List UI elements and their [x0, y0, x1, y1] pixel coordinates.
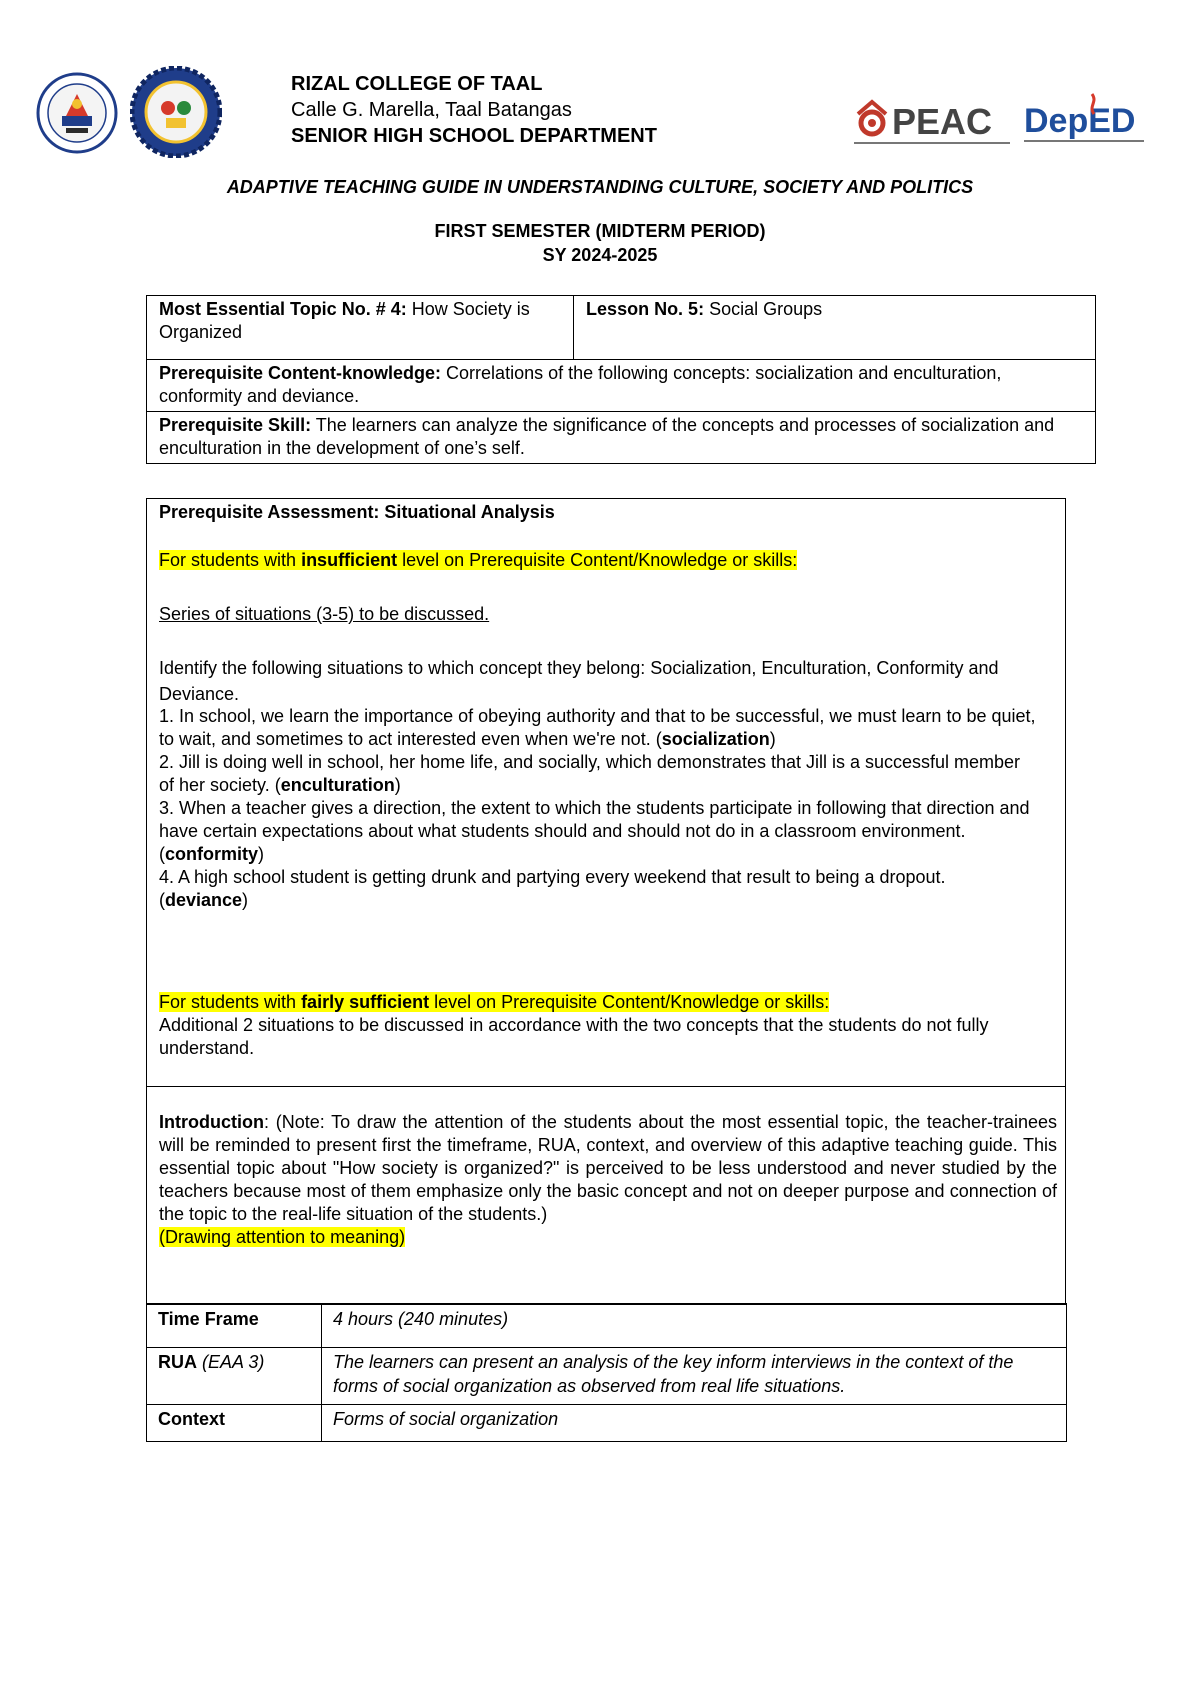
- school-address: Calle G. Marella, Taal Batangas: [291, 99, 572, 121]
- school-name: RIZAL COLLEGE OF TAAL: [291, 73, 543, 95]
- introduction-box: [146, 1085, 1066, 1303]
- prerequisite-content-label: Prerequisite Content-knowledge:: [159, 363, 442, 383]
- lesson-label: Lesson No. 5:: [586, 299, 705, 319]
- lesson-cell: [574, 296, 1096, 360]
- series-text: Series of situations (3-5) to be discussed.: [159, 604, 490, 624]
- school-department: SENIOR HIGH SCHOOL DEPARTMENT: [291, 125, 657, 147]
- additional-text: Additional 2 situations to be discussed in accordance with the two concepts that the students do not fully understand.: [159, 1015, 989, 1058]
- time-frame-label: Time Frame: [147, 1304, 322, 1348]
- college-seal-logo: [36, 72, 118, 154]
- prerequisite-skill-cell: [147, 412, 1096, 464]
- situation-list: [159, 705, 1039, 912]
- senior-high-school-seal-logo: [130, 66, 222, 158]
- topic-value: How Society is Organized: [159, 299, 530, 342]
- prerequisite-content-value: Correlations of the following concepts: socialization and enculturation, conformity and deviance.: [159, 363, 1002, 406]
- assessment-box: [146, 498, 1066, 1087]
- school-year-heading: SY 2024-2025: [542, 245, 658, 265]
- rua-row: [147, 1348, 1067, 1405]
- lesson-value: Social Groups: [704, 299, 823, 319]
- situation-item-1: 1. In school, we learn the importance of obeying authority and that to be successful, we must learn to be quiet, to wait, and sometimes to act interested even when we're not. (socialization): [159, 706, 1036, 749]
- prerequisite-skill-label: Prerequisite Skill:: [159, 415, 312, 435]
- situation-item-4: 4. A high school student is getting drunk and partying every weekend that result to being a dropout. (deviance): [159, 867, 946, 910]
- identify-text: Identify the following situations to which concept they belong: Socialization, Enculturation, Conformity and Deviance.: [159, 658, 999, 704]
- time-frame-value: 4 hours (240 minutes): [322, 1304, 1067, 1348]
- context-row: [147, 1405, 1067, 1442]
- deped-logo: [1022, 92, 1150, 152]
- situation-item-3: 3. When a teacher gives a direction, the extent to which the students participate in following that direction and have certain expectations about what students should and should not do in a classroom environment. (conformity): [159, 798, 1030, 864]
- context-value: Forms of social organization: [322, 1405, 1067, 1442]
- svg-text:DepED: DepED: [1024, 102, 1136, 140]
- context-label: Context: [147, 1405, 322, 1442]
- rua-value: The learners can present an analysis of the key inform interviews in the context of the forms of social organization as observed from real life situations.: [322, 1348, 1067, 1405]
- assessment-heading: Prerequisite Assessment: Situational Analysis: [159, 502, 555, 522]
- drawing-attention-text: (Drawing attention to meaning): [159, 1227, 406, 1247]
- school-header: [291, 71, 831, 149]
- insufficient-heading: For students with insufficient level on Prerequisite Content/Knowledge or skills:: [159, 550, 798, 570]
- prerequisite-content-cell: [147, 360, 1096, 412]
- rua-label: RUA (EAA 3): [147, 1348, 322, 1405]
- topic-table: [146, 295, 1096, 464]
- situation-item-2: 2. Jill is doing well in school, her home life, and socially, which demonstrates that Jill is a successful member of her society. (enculturation): [159, 752, 1021, 795]
- topic-cell: [147, 296, 574, 360]
- fairly-sufficient-heading: For students with fairly sufficient level on Prerequisite Content/Knowledge or skills:: [159, 992, 830, 1012]
- svg-text:PEAC: PEAC: [892, 101, 993, 142]
- topic-label: Most Essential Topic No. # 4:: [159, 299, 407, 319]
- semester-heading: FIRST SEMESTER (MIDTERM PERIOD): [434, 221, 766, 241]
- prerequisite-skill-value: The learners can analyze the significance of the concepts and processes of socialization and enculturation in the development of one’s self.: [159, 415, 1055, 458]
- introduction-text: Introduction: (Note: To draw the attention of the students about the most essential topic, the teacher-trainees will be reminded to present first the timeframe, RUA, context, and overview of this adaptive teaching guide. This essential topic about "How society is organized?" is perceived to be less understood and never studied by the teachers because most of them emphasize only the basic concept and not on deeper purpose and connection of the topic to the real-life situation of the students.) (Drawing attention to meaning): [159, 1112, 1057, 1247]
- time-frame-row: [147, 1304, 1067, 1348]
- details-table: [146, 1303, 1067, 1442]
- guide-title: ADAPTIVE TEACHING GUIDE IN UNDERSTANDING CULTURE, SOCIETY AND POLITICS: [226, 177, 974, 197]
- peac-logo: [852, 96, 1014, 150]
